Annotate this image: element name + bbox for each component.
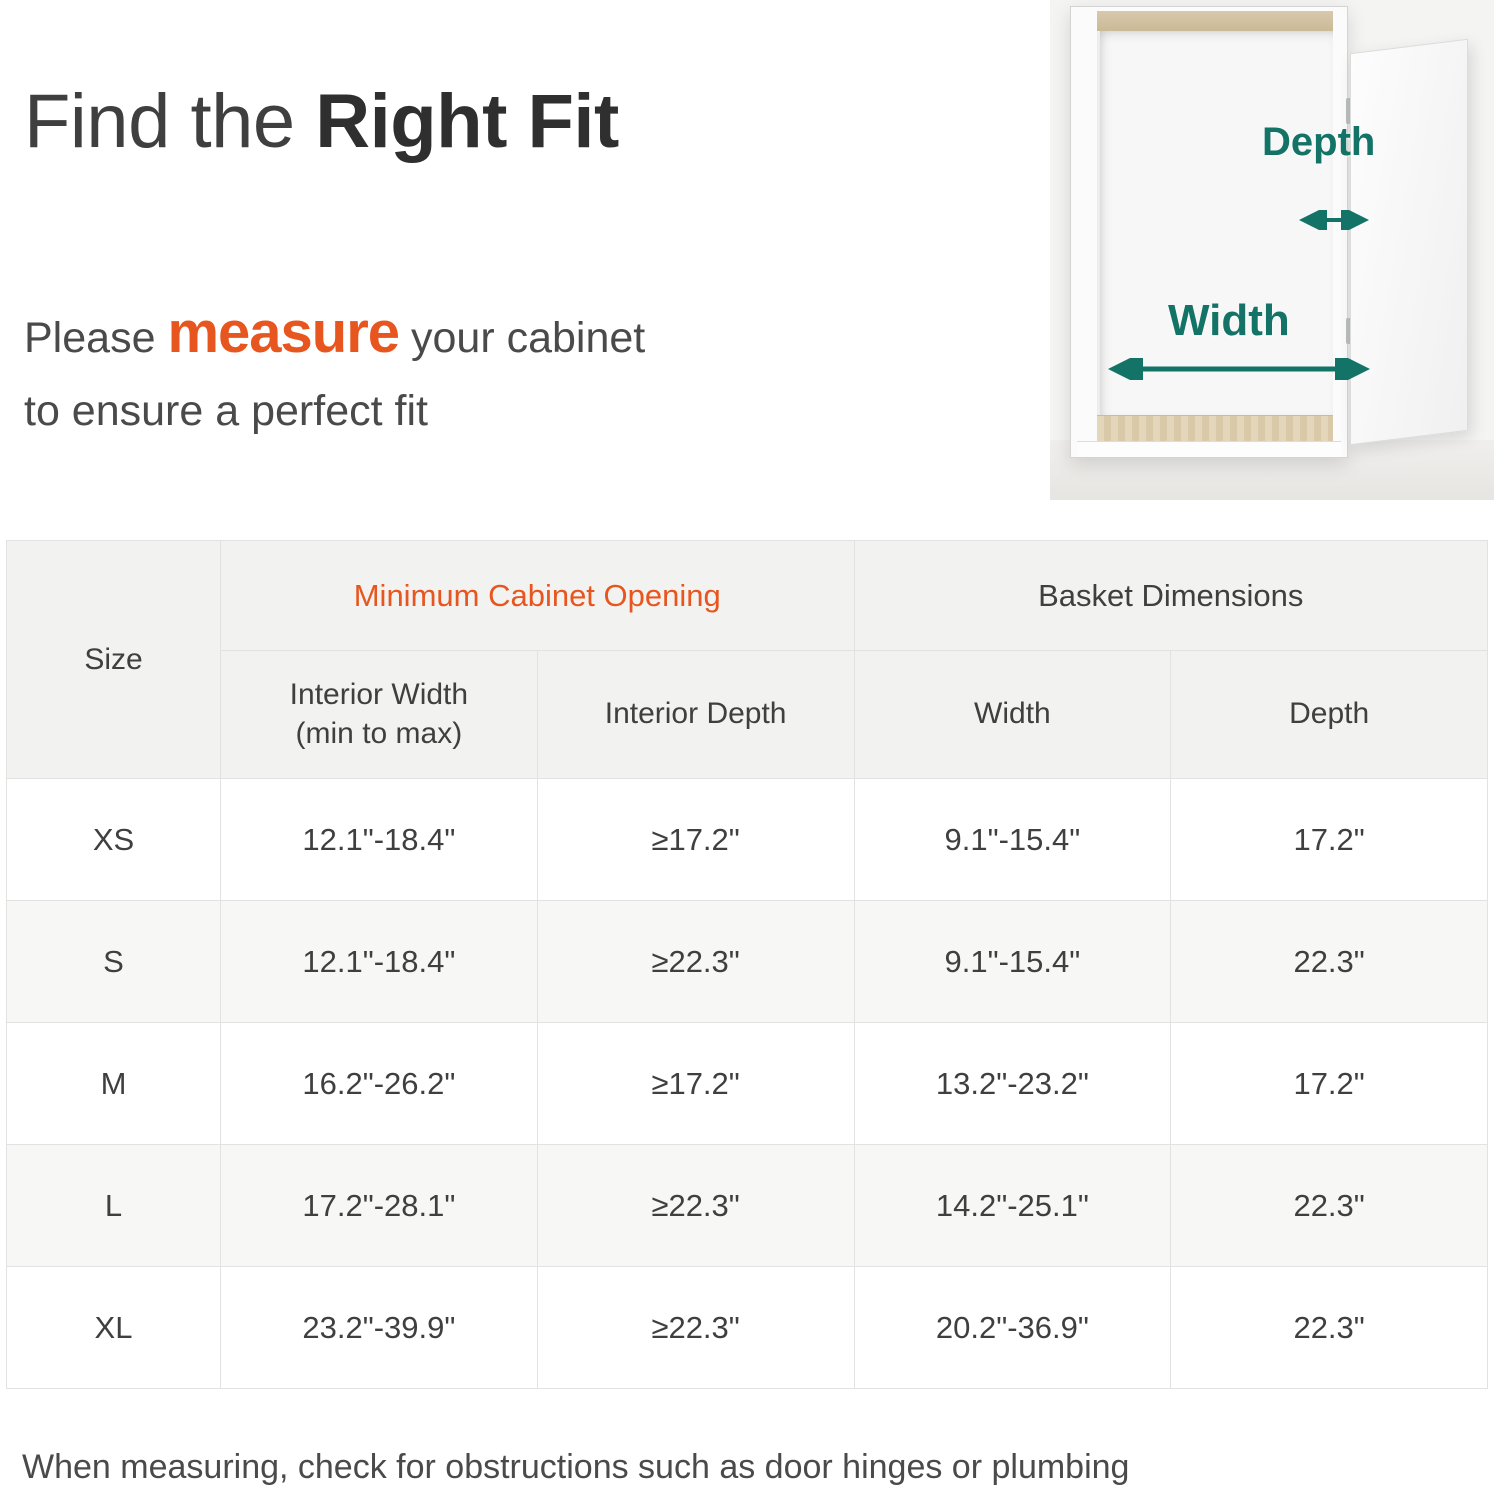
page-title-bold: Right Fit — [315, 79, 619, 164]
table-row — [7, 1267, 1488, 1389]
table-head — [7, 541, 1488, 779]
table-row — [7, 901, 1488, 1023]
cell-interior-width: 16.2"-26.2" — [221, 1023, 538, 1145]
cell-interior-width: 12.1"-18.4" — [221, 779, 538, 901]
page-title — [24, 79, 619, 164]
cell-size: L — [7, 1145, 221, 1267]
cell-interior-depth: ≥22.3" — [537, 1267, 854, 1389]
width-arrow-icon — [1106, 358, 1372, 380]
header-size: Size — [7, 541, 221, 779]
cell-size: XS — [7, 779, 221, 901]
cabinet-body — [1070, 6, 1348, 458]
cell-basket-width: 20.2"-36.9" — [854, 1267, 1171, 1389]
cell-interior-width: 23.2"-39.9" — [221, 1267, 538, 1389]
header-interior-depth: Interior Depth — [537, 651, 854, 779]
cell-size: XL — [7, 1267, 221, 1389]
header-interior-width — [221, 651, 538, 779]
cell-size: S — [7, 901, 221, 1023]
header-group-basket-dimensions: Basket Dimensions — [854, 541, 1488, 651]
cell-basket-width: 9.1"-15.4" — [854, 779, 1171, 901]
cell-interior-depth: ≥22.3" — [537, 1145, 854, 1267]
subheadline-line2: to ensure a perfect fit — [24, 386, 428, 435]
cell-basket-depth: 17.2" — [1171, 779, 1488, 901]
cabinet-base-shelf — [1097, 415, 1333, 441]
header-basket-depth: Depth — [1171, 651, 1488, 779]
cell-basket-width: 9.1"-15.4" — [854, 901, 1171, 1023]
cell-basket-width: 14.2"-25.1" — [854, 1145, 1171, 1267]
header-interior-width-line1: Interior Width — [289, 678, 469, 712]
header-basket-width: Width — [854, 651, 1171, 779]
cell-interior-depth: ≥17.2" — [537, 1023, 854, 1145]
table-group-header-row — [7, 541, 1488, 651]
size-chart-table — [6, 540, 1488, 1389]
cell-size: M — [7, 1023, 221, 1145]
cell-basket-depth: 22.3" — [1171, 901, 1488, 1023]
subheadline-after: your cabinet — [399, 314, 646, 362]
cabinet-bottom-edge — [1077, 441, 1341, 457]
subheadline — [24, 288, 645, 445]
depth-arrow-icon — [1297, 210, 1371, 230]
cell-basket-depth: 22.3" — [1171, 1145, 1488, 1267]
cell-interior-depth: ≥22.3" — [537, 901, 854, 1023]
table-row — [7, 779, 1488, 901]
depth-label: Depth — [1262, 120, 1376, 164]
width-label: Width — [1168, 296, 1290, 345]
cabinet-illustration — [1050, 0, 1494, 500]
cell-interior-width: 12.1"-18.4" — [221, 901, 538, 1023]
page-title-light: Find the — [24, 79, 316, 164]
cell-basket-width: 13.2"-23.2" — [854, 1023, 1171, 1145]
cabinet-top-panel — [1097, 11, 1333, 33]
header-interior-width-line2: (min to max) — [295, 716, 463, 750]
cabinet-door — [1350, 39, 1468, 445]
footnote-text: When measuring, check for obstructions such as door hinges or plumbing — [22, 1448, 1130, 1486]
header-section — [0, 0, 1494, 520]
table-body — [7, 779, 1488, 1389]
cell-interior-depth: ≥17.2" — [537, 779, 854, 901]
size-chart-container — [6, 540, 1488, 1389]
table-row — [7, 1023, 1488, 1145]
table-row — [7, 1145, 1488, 1267]
header-group-minimum-cabinet-opening: Minimum Cabinet Opening — [221, 541, 855, 651]
table-sub-header-row — [7, 651, 1488, 779]
subheadline-before: Please — [24, 314, 168, 362]
subheadline-accent: measure — [167, 300, 400, 365]
cell-interior-width: 17.2"-28.1" — [221, 1145, 538, 1267]
cell-basket-depth: 22.3" — [1171, 1267, 1488, 1389]
cell-basket-depth: 17.2" — [1171, 1023, 1488, 1145]
